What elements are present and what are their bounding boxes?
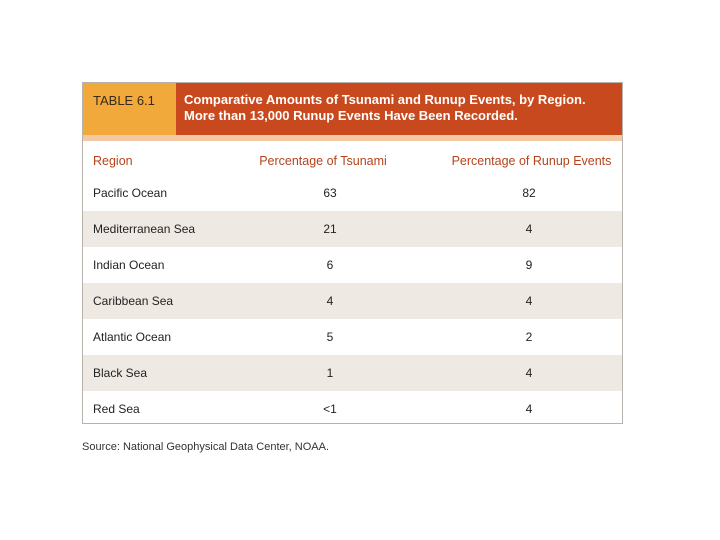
cell-tsunami-percent: <1 bbox=[323, 402, 337, 416]
cell-region: Atlantic Ocean bbox=[93, 330, 172, 344]
table-row bbox=[83, 211, 622, 247]
cell-region: Pacific Ocean bbox=[93, 186, 168, 200]
cell-runup-percent: 4 bbox=[525, 366, 533, 380]
cell-runup-percent: 82 bbox=[522, 186, 536, 200]
cell-runup-cell bbox=[423, 366, 622, 380]
cell-runup-percent: 4 bbox=[525, 402, 533, 416]
cell-tsunami-percent: 4 bbox=[326, 294, 334, 308]
cell-runup-cell bbox=[423, 294, 622, 308]
table-caption bbox=[176, 83, 622, 135]
cell-region: Indian Ocean bbox=[93, 258, 165, 272]
table-caption-line2: More than 13,000 Runup Events Have Been Recorded. bbox=[184, 108, 518, 123]
column-header-tsunami: Percentage of Tsunami bbox=[259, 154, 387, 168]
cell-tsunami-percent: 1 bbox=[326, 366, 334, 380]
cell-tsunami-percent: 63 bbox=[323, 186, 337, 200]
cell-tsunami-percent: 6 bbox=[326, 258, 334, 272]
table-body bbox=[83, 175, 622, 424]
table-row bbox=[83, 319, 622, 355]
cell-tsunami-percent: 21 bbox=[323, 222, 337, 236]
table-row bbox=[83, 391, 622, 424]
cell-runup-percent: 4 bbox=[525, 294, 533, 308]
data-table bbox=[82, 82, 623, 424]
table-row bbox=[83, 175, 622, 211]
cell-runup-percent: 4 bbox=[525, 222, 533, 236]
table-number: TABLE 6.1 bbox=[83, 83, 176, 135]
table-row bbox=[83, 247, 622, 283]
table-row bbox=[83, 355, 622, 391]
cell-tsunami-percent: 5 bbox=[326, 330, 334, 344]
table-row bbox=[83, 283, 622, 319]
cell-runup-cell bbox=[423, 222, 622, 236]
cell-region: Mediterranean Sea bbox=[93, 222, 196, 236]
cell-region: Black Sea bbox=[93, 366, 148, 380]
cell-runup-cell bbox=[423, 258, 622, 272]
cell-runup-cell bbox=[423, 330, 622, 344]
column-header-region: Region bbox=[93, 154, 133, 168]
cell-runup-cell bbox=[423, 186, 622, 200]
source-note: Source: National Geophysical Data Center, NOAA. bbox=[82, 441, 330, 453]
cell-region: Caribbean Sea bbox=[93, 294, 174, 308]
cell-runup-cell bbox=[423, 402, 622, 416]
cell-runup-percent: 2 bbox=[525, 330, 533, 344]
table-caption-line1: Comparative Amounts of Tsunami and Runup Events, by Region. bbox=[184, 92, 586, 107]
cell-region: Red Sea bbox=[93, 402, 140, 416]
table-title-bar bbox=[83, 83, 622, 135]
cell-runup-percent: 9 bbox=[525, 258, 533, 272]
column-header-runup: Percentage of Runup Events bbox=[451, 154, 612, 168]
